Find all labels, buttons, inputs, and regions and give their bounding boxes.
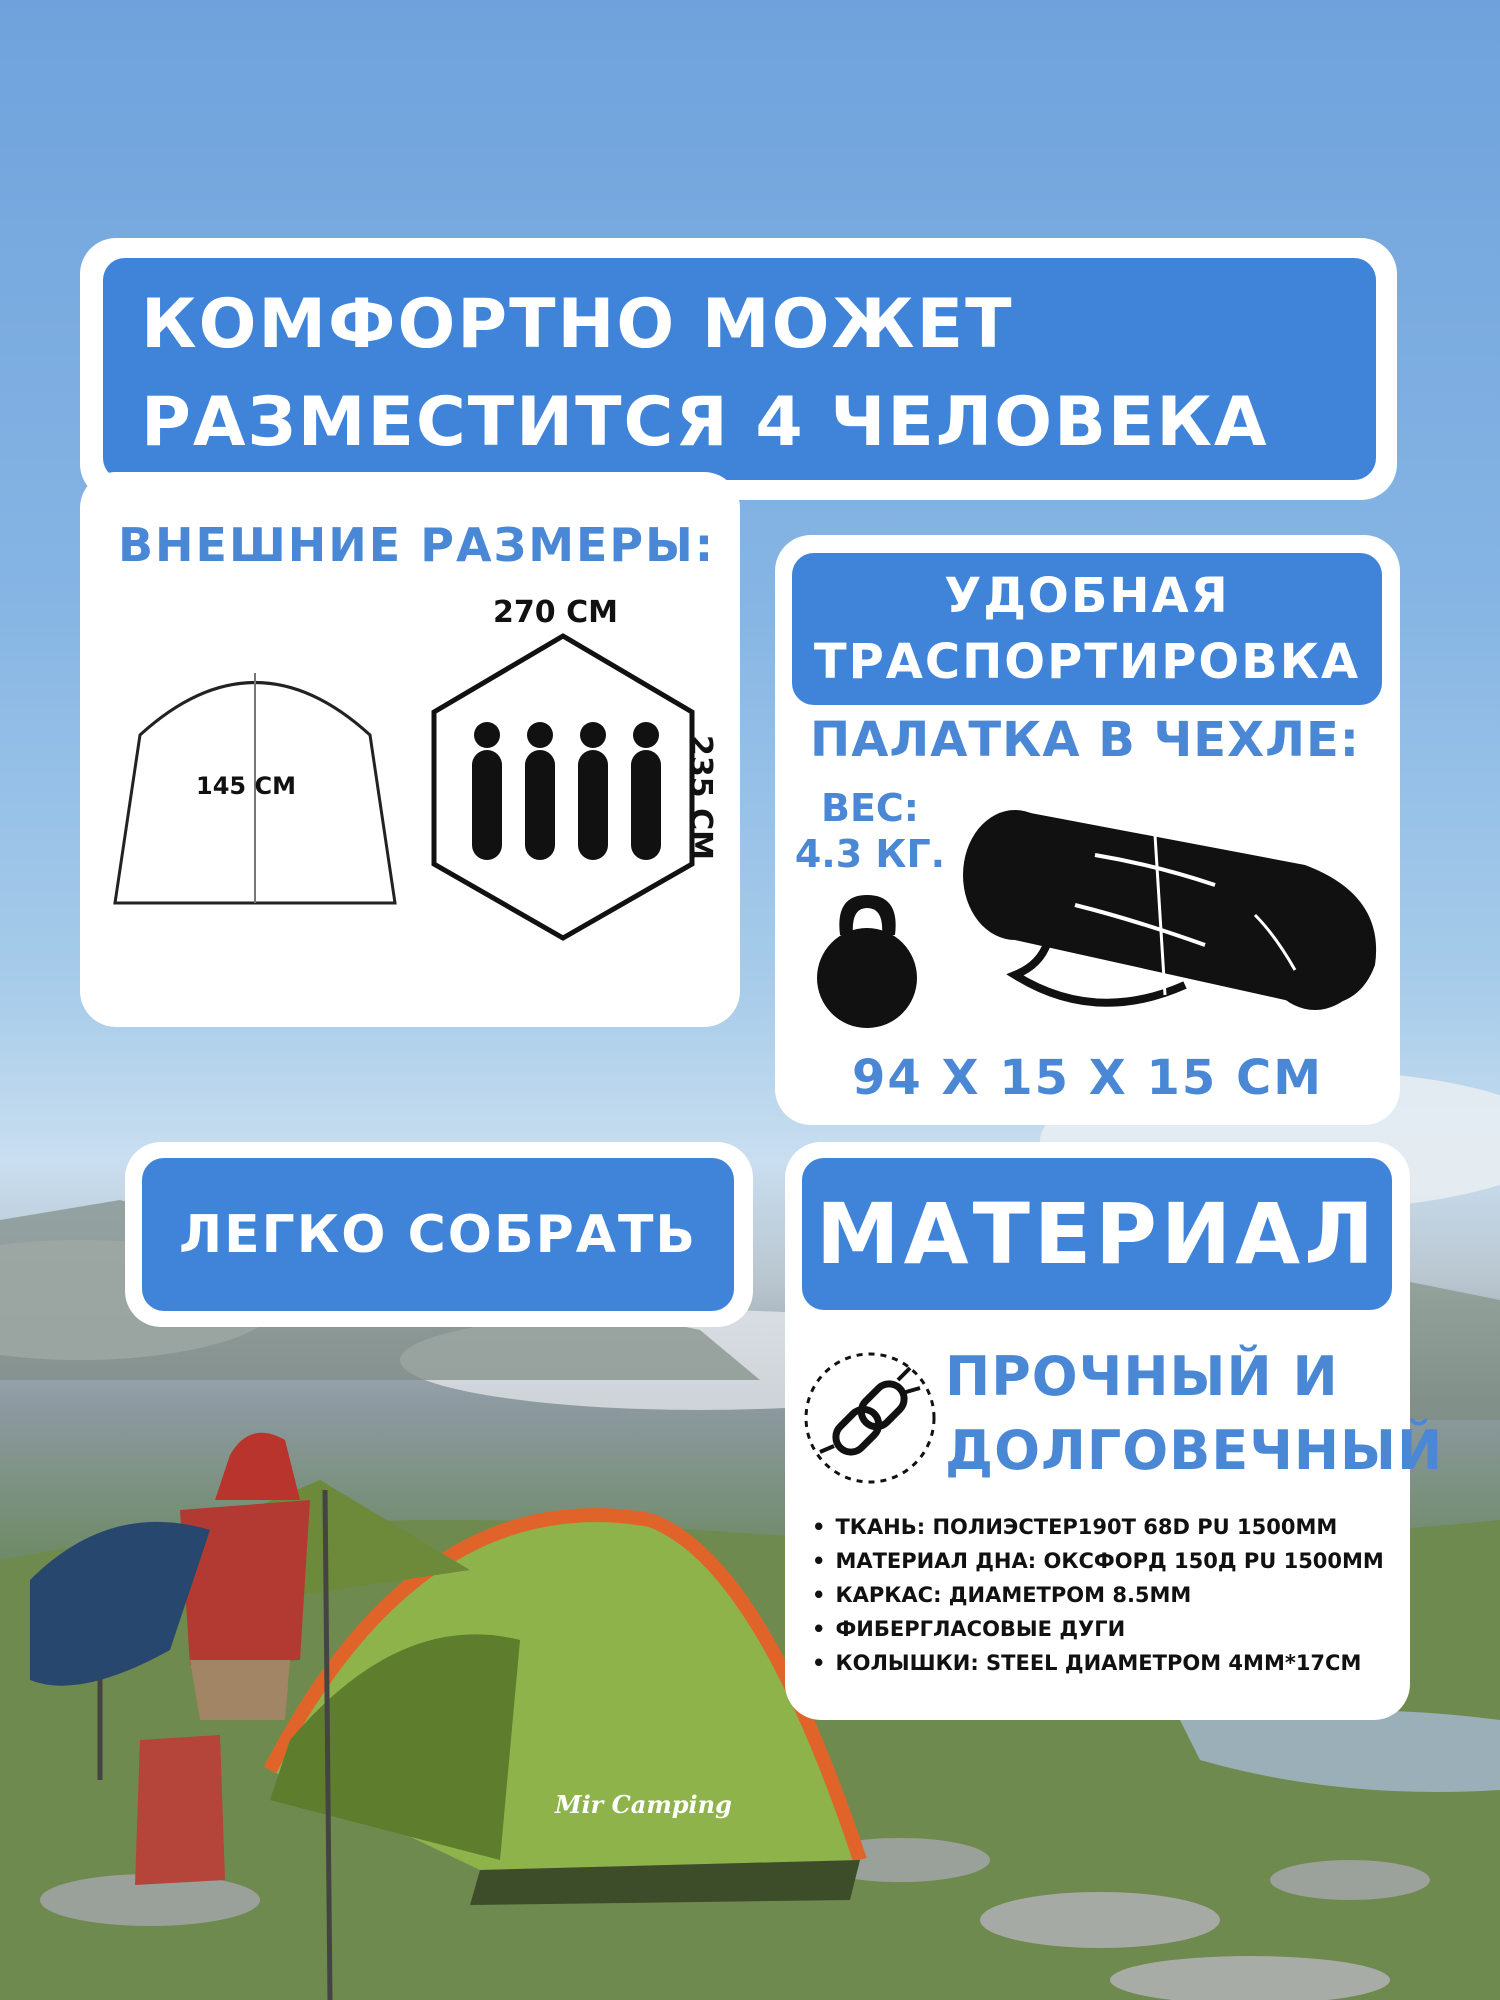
height-dimension: 145 СМ — [196, 772, 296, 800]
brand-logo-text: Mir Camping — [555, 1790, 732, 1819]
title-line-2: РАЗМЕСТИТСЯ 4 ЧЕЛОВЕКА — [141, 383, 1269, 462]
assembly-label: ЛЕГКО СОБРАТЬ — [178, 1204, 698, 1265]
material-banner — [802, 1158, 1392, 1310]
durable-line-2: ДОЛГОВЕЧНЫЙ — [945, 1419, 1444, 1482]
transport-line-2: ТРАСПОРТИРОВКА — [813, 634, 1361, 690]
spec-item: • КОЛЫШКИ: STEEL ДИАМЕТРОМ 4ММ*17СМ — [812, 1646, 1384, 1680]
spec-item: • МАТЕРИАЛ ДНА: ОКСФОРД 150Д PU 1500ММ — [812, 1544, 1384, 1578]
tent-in-bag-label: ПАЛАТКА В ЧЕХЛЕ: — [810, 712, 1360, 768]
assembly-banner — [142, 1158, 734, 1311]
material-specs-list — [812, 1510, 1384, 1680]
spec-item: • ФИБЕРГЛАСОВЫЕ ДУГИ — [812, 1612, 1384, 1646]
transport-banner — [792, 553, 1382, 705]
sleeping-people-icon — [472, 722, 661, 860]
spec-item: • КАРКАС: ДИАМЕТРОМ 8.5ММ — [812, 1578, 1384, 1612]
tent-floor-plan-icon — [428, 632, 698, 942]
brand-logo — [555, 1790, 732, 1819]
title-banner — [103, 258, 1376, 480]
durable-line-1: ПРОЧНЫЙ И — [945, 1345, 1339, 1408]
transport-line-1: УДОБНАЯ — [944, 568, 1230, 624]
title-line-1: КОМФОРТНО МОЖЕТ — [141, 285, 1014, 364]
kettlebell-icon — [810, 890, 925, 1030]
chain-link-icon — [800, 1348, 940, 1488]
material-title: МАТЕРИАЛ — [816, 1185, 1378, 1283]
weight-title: ВЕС: — [820, 786, 919, 830]
weight-value: 4.3 КГ. — [794, 832, 946, 876]
width-dimension: 235 СМ — [683, 735, 718, 860]
pack-size: 94 X 15 X 15 СМ — [852, 1050, 1323, 1106]
length-dimension: 270 СМ — [493, 595, 618, 630]
durable-label — [945, 1340, 1443, 1488]
dimensions-label: ВНЕШНИЕ РАЗМЕРЫ: — [118, 518, 716, 572]
tent-bag-icon — [955, 795, 1385, 1025]
weight-label — [790, 785, 950, 877]
spec-item: • ТКАНЬ: ПОЛИЭСТЕР190Т 68D PU 1500ММ — [812, 1510, 1384, 1544]
